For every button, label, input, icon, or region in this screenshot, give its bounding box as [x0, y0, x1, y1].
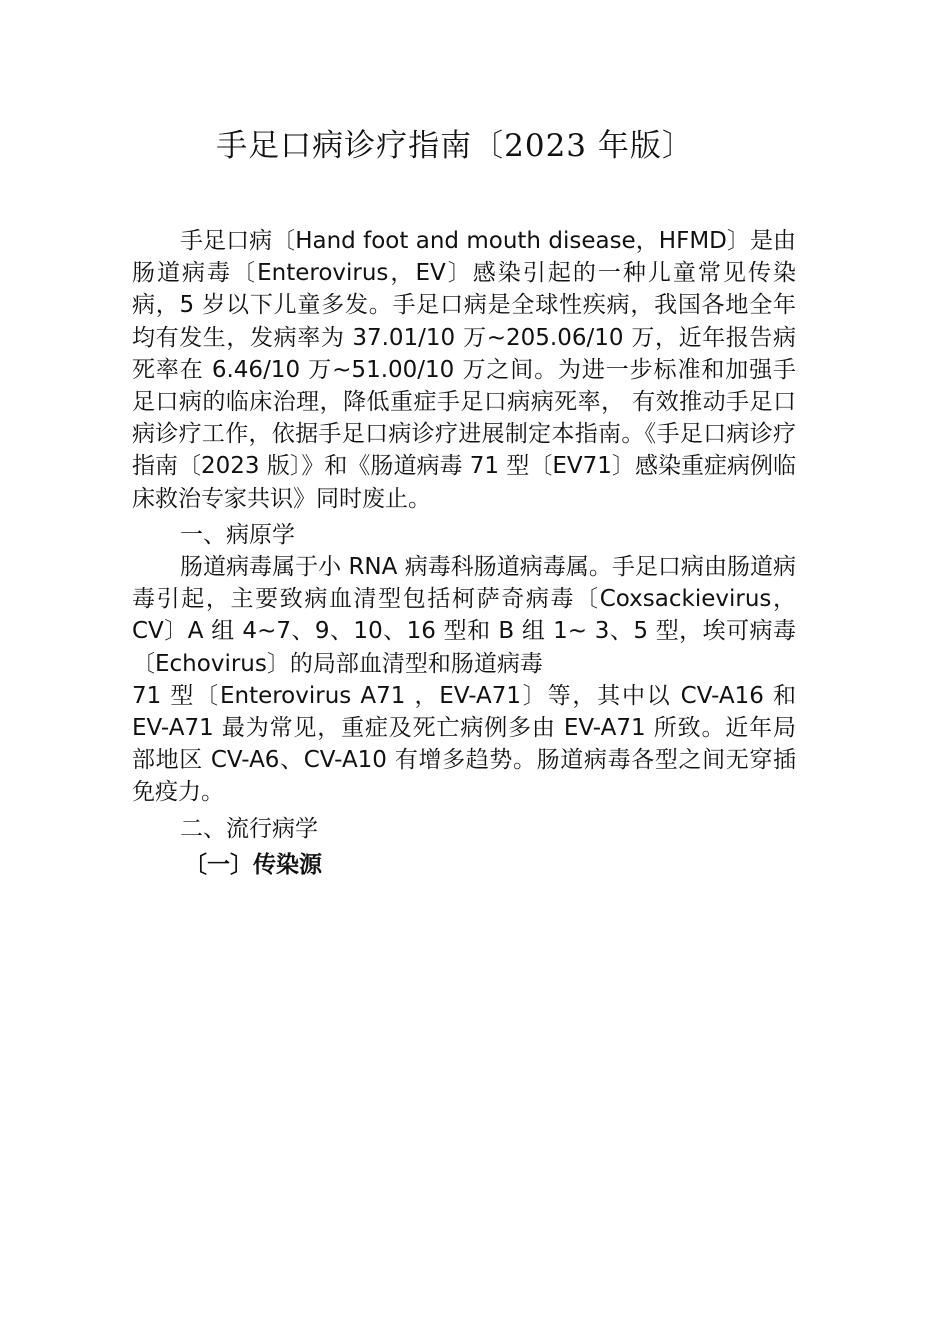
- subsection-heading-infection-source: 〔一〕传染源: [184, 851, 322, 878]
- document-body: [132, 225, 796, 881]
- intro-paragraph: 手足口病〔Hand foot and mouth disease，HFMD〕是由肠道病毒〔Enterovirus，EV〕感染引起的一种儿童常见传染病，5 岁以下儿童多发。手足口病是全球性疾病，我国各地全年均有发生，发病率为 37.01/10 万~205.06/10 万，近年报告病死率在 6.46/10 万~51.00/10 万之间。为进一步标准和加强手足口病的临床治理，降低重症手足口病病死率， 有效推动手足口病诊疗工作，依据手足口病诊疗进展制定本指南。《手足口病诊疗指南〔2023 版〕》和《肠道病毒 71 型〔EV71〕感染重症病例临床救治专家共识》同时废止。: [132, 228, 796, 512]
- etiology-paragraph-continued: 71 型〔Enterovirus A71 ，EV-A71〕等，其中以 CV-A16 和 EV-A71 最为常见，重症及死亡病例多由 EV-A71 所致。近年局部地区 CV-A6、CV-A10 有增多趋势。肠道病毒各型之间无穿插免疫力。: [132, 682, 796, 806]
- document-title: 手足口病诊疗指南〔2023 年版〕: [216, 128, 694, 164]
- etiology-paragraph: 肠道病毒属于小 RNA 病毒科肠道病毒属。手足口病由肠道病毒引起，主要致病血清型包括柯萨奇病毒〔Coxsackievirus，CV〕A 组 4~7、9、10、16 型和 B 组 1~ 3、5 型，埃可病毒〔Echovirus〕的局部血清型和肠道病毒: [132, 554, 796, 677]
- section-heading-epidemiology: 二、流行病学: [180, 815, 318, 842]
- section-heading-etiology: 一、病原学: [180, 521, 295, 548]
